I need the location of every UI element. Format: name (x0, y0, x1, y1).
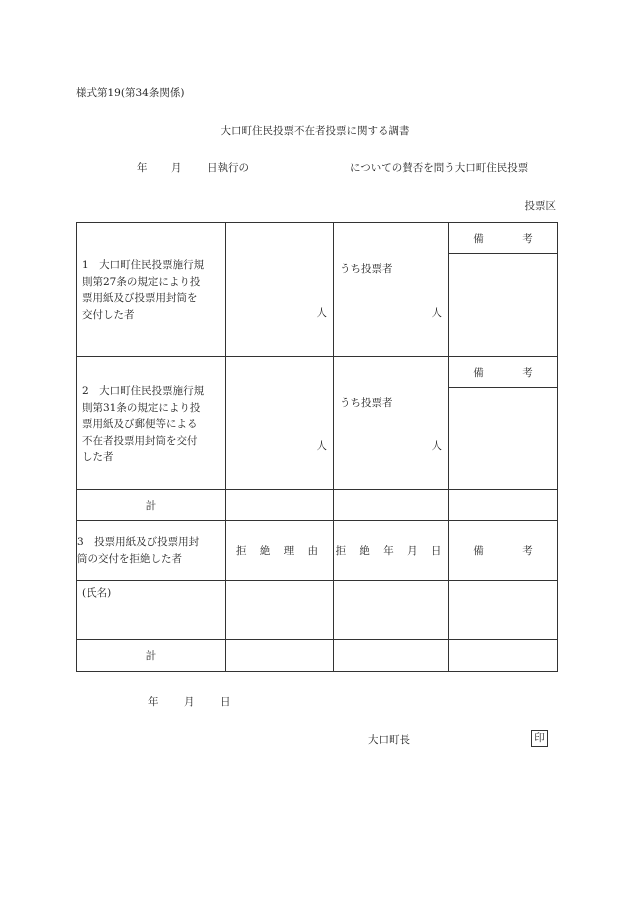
execution-date-line (0, 160, 630, 176)
total-remarks-cell-1 (449, 490, 558, 521)
row2-item-text: 2 大口町住民投票施行規 則第31条の規定により投 票用紙及び郵便等による 不在者投票用封筒を交付 した者 (82, 385, 205, 463)
row2-voters-unit: 人 (431, 440, 442, 452)
sign-month-label: 月 (184, 696, 195, 708)
total-reason-cell-2 (226, 640, 334, 672)
row1-remarks-cell (449, 254, 558, 357)
row2-count-unit: 人 (316, 440, 327, 452)
name-cell (77, 581, 226, 640)
row1-voters-label: うち投票者 (340, 263, 393, 275)
absentee-voting-table (76, 222, 558, 672)
total-remarks-cell-2 (449, 640, 558, 672)
exec-year-label: 年 (137, 162, 148, 174)
total-label-1: 計 (77, 490, 226, 521)
sign-year-label: 年 (148, 696, 159, 708)
total-count-cell-1 (226, 490, 334, 521)
voting-district-label: 投票区 (524, 200, 556, 212)
document-title: 大口町住民投票不在者投票に関する調書 (220, 125, 410, 137)
row2-voters-cell (334, 357, 449, 490)
seal-mark: 印 (531, 730, 548, 747)
total-voters-cell-1 (334, 490, 449, 521)
sign-day-label: 日 (220, 696, 231, 708)
refusal-reason-cell (226, 581, 334, 640)
row3-item-text: 3 投票用紙及び投票用封 筒の交付を拒絶した者 (77, 521, 226, 581)
form-number: 様式第19(第34条関係) (76, 87, 185, 99)
row1-item-text: 1 大口町住民投票施行規 則第27条の規定により投 票用紙及び投票用封筒を 交付した者 (82, 259, 205, 321)
row1-item-cell (77, 223, 226, 357)
refusal-date-cell (334, 581, 449, 640)
name-label: (氏名) (82, 587, 112, 599)
row1-voters-cell (334, 223, 449, 357)
row2-remarks-header: 備 考 (449, 357, 558, 388)
row2-remarks-cell (449, 388, 558, 490)
row2-item-cell (77, 357, 226, 490)
total-date-cell-2 (334, 640, 449, 672)
row1-count-unit: 人 (316, 307, 327, 319)
exec-subject-suffix: についての賛否を問う大口町住民投票 (350, 162, 529, 174)
exec-month-label: 月 (171, 162, 182, 174)
signature-date-line (0, 694, 630, 710)
total-label-2: 計 (77, 640, 226, 672)
row1-remarks-header: 備 考 (449, 223, 558, 254)
row3-remarks-header: 備 考 (449, 521, 558, 581)
row1-count-cell (226, 223, 334, 357)
row2-voters-label: うち投票者 (340, 397, 393, 409)
row2-count-cell (226, 357, 334, 490)
refusal-date-header: 拒 絶 年 月 日 (334, 521, 449, 581)
refusal-reason-header: 拒 絶 理 由 (226, 521, 334, 581)
row1-voters-unit: 人 (431, 307, 442, 319)
exec-day-label: 日執行の (207, 162, 249, 174)
row3-remarks-cell (449, 581, 558, 640)
mayor-label: 大口町長 (368, 734, 410, 746)
